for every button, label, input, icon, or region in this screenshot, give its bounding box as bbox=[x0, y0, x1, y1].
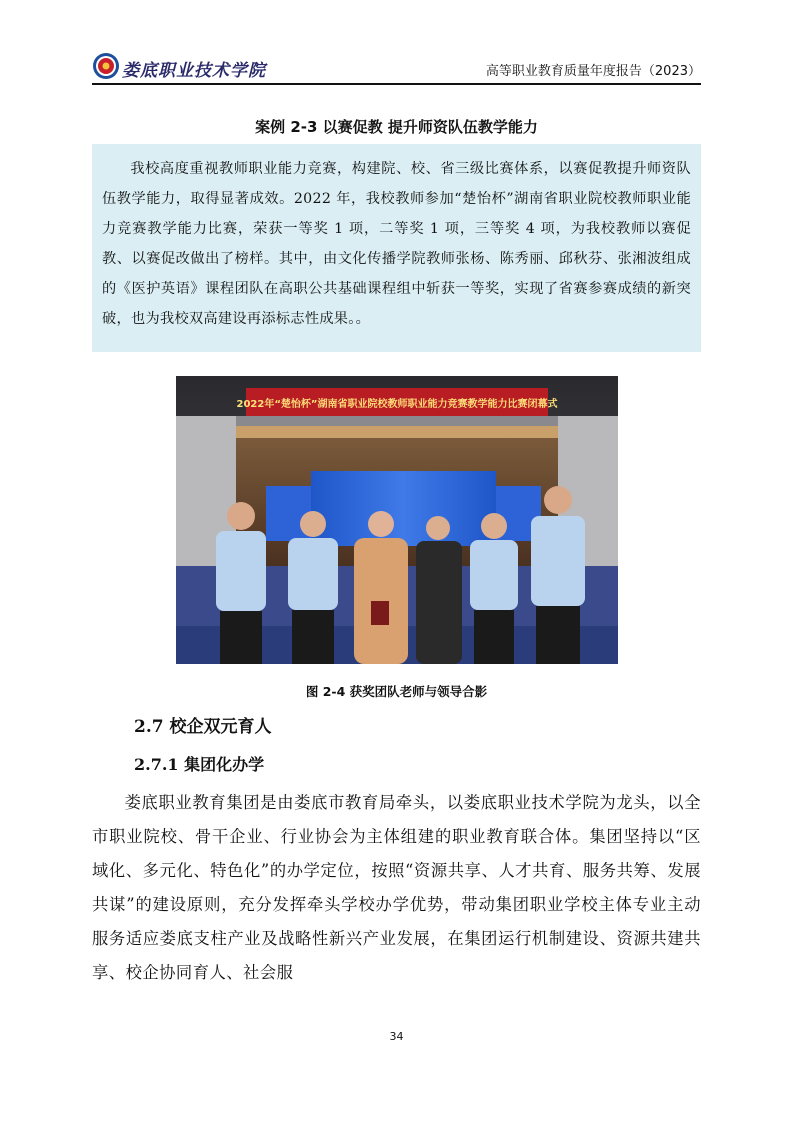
school-name: 娄底职业技术学院 bbox=[122, 61, 266, 81]
case-box bbox=[92, 144, 701, 352]
case-text: 我校高度重视教师职业能力竞赛，构建院、校、省三级比赛体系，以赛促教提升师资队伍教学能力，取得显著成效。2022 年，我校教师参加“楚怡杯”湖南省职业院校教师职业能力竞赛教学能力比赛，荣获一等奖 1 项，二等奖 1 项，三等奖 4 项，为我校教师以赛促教、以赛促改做出了榜样。其中，由文化传播学院教师张杨、陈秀丽、邱秋芬、张湘波组成的《医护英语》课程团队在高职公共基础课程组中斩获一等奖，实现了省赛参赛成绩的新突破，也为我校双高建设再添标志性成果。。 bbox=[102, 161, 691, 327]
school-logo-icon bbox=[92, 52, 120, 80]
body-paragraph: 娄底职业教育集团是由娄底市教育局牵头，以娄底职业技术学院为龙头，以全市职业院校、骨干企业、行业协会为主体组建的职业教育联合体。集团坚持以“区域化、多元化、特色化”的办学定位，按照“资源共享、人才共育、服务共筹、发展共谋”的建设原则，充分发挥牵头学校办学优势，带动集团职业学校主体专业主动服务适应娄底支柱产业及战略性新兴产业发展，在集团运行机制建设、资源共建共享、校企协同育人、社会服 bbox=[92, 793, 701, 982]
banner-text: 2022年“楚怡杯”湖南省职业院校教师职业能力竞赛教学能力比赛闭幕式 bbox=[236, 399, 558, 410]
figure-caption: 图 2-4 获奖团队老师与领导合影 bbox=[305, 684, 488, 699]
page-number: 34 bbox=[389, 1030, 404, 1043]
subsection-heading: 2.7.1 集团化办学 bbox=[134, 755, 265, 774]
header-divider bbox=[92, 83, 701, 85]
case-title: 案例 2-3 以赛促教 提升师资队伍教学能力 bbox=[255, 118, 538, 136]
award-team-photo bbox=[176, 376, 618, 664]
section-heading: 2.7 校企双元育人 bbox=[134, 717, 272, 737]
page-header bbox=[92, 50, 701, 86]
report-title: 高等职业教育质量年度报告（2023） bbox=[485, 64, 701, 79]
